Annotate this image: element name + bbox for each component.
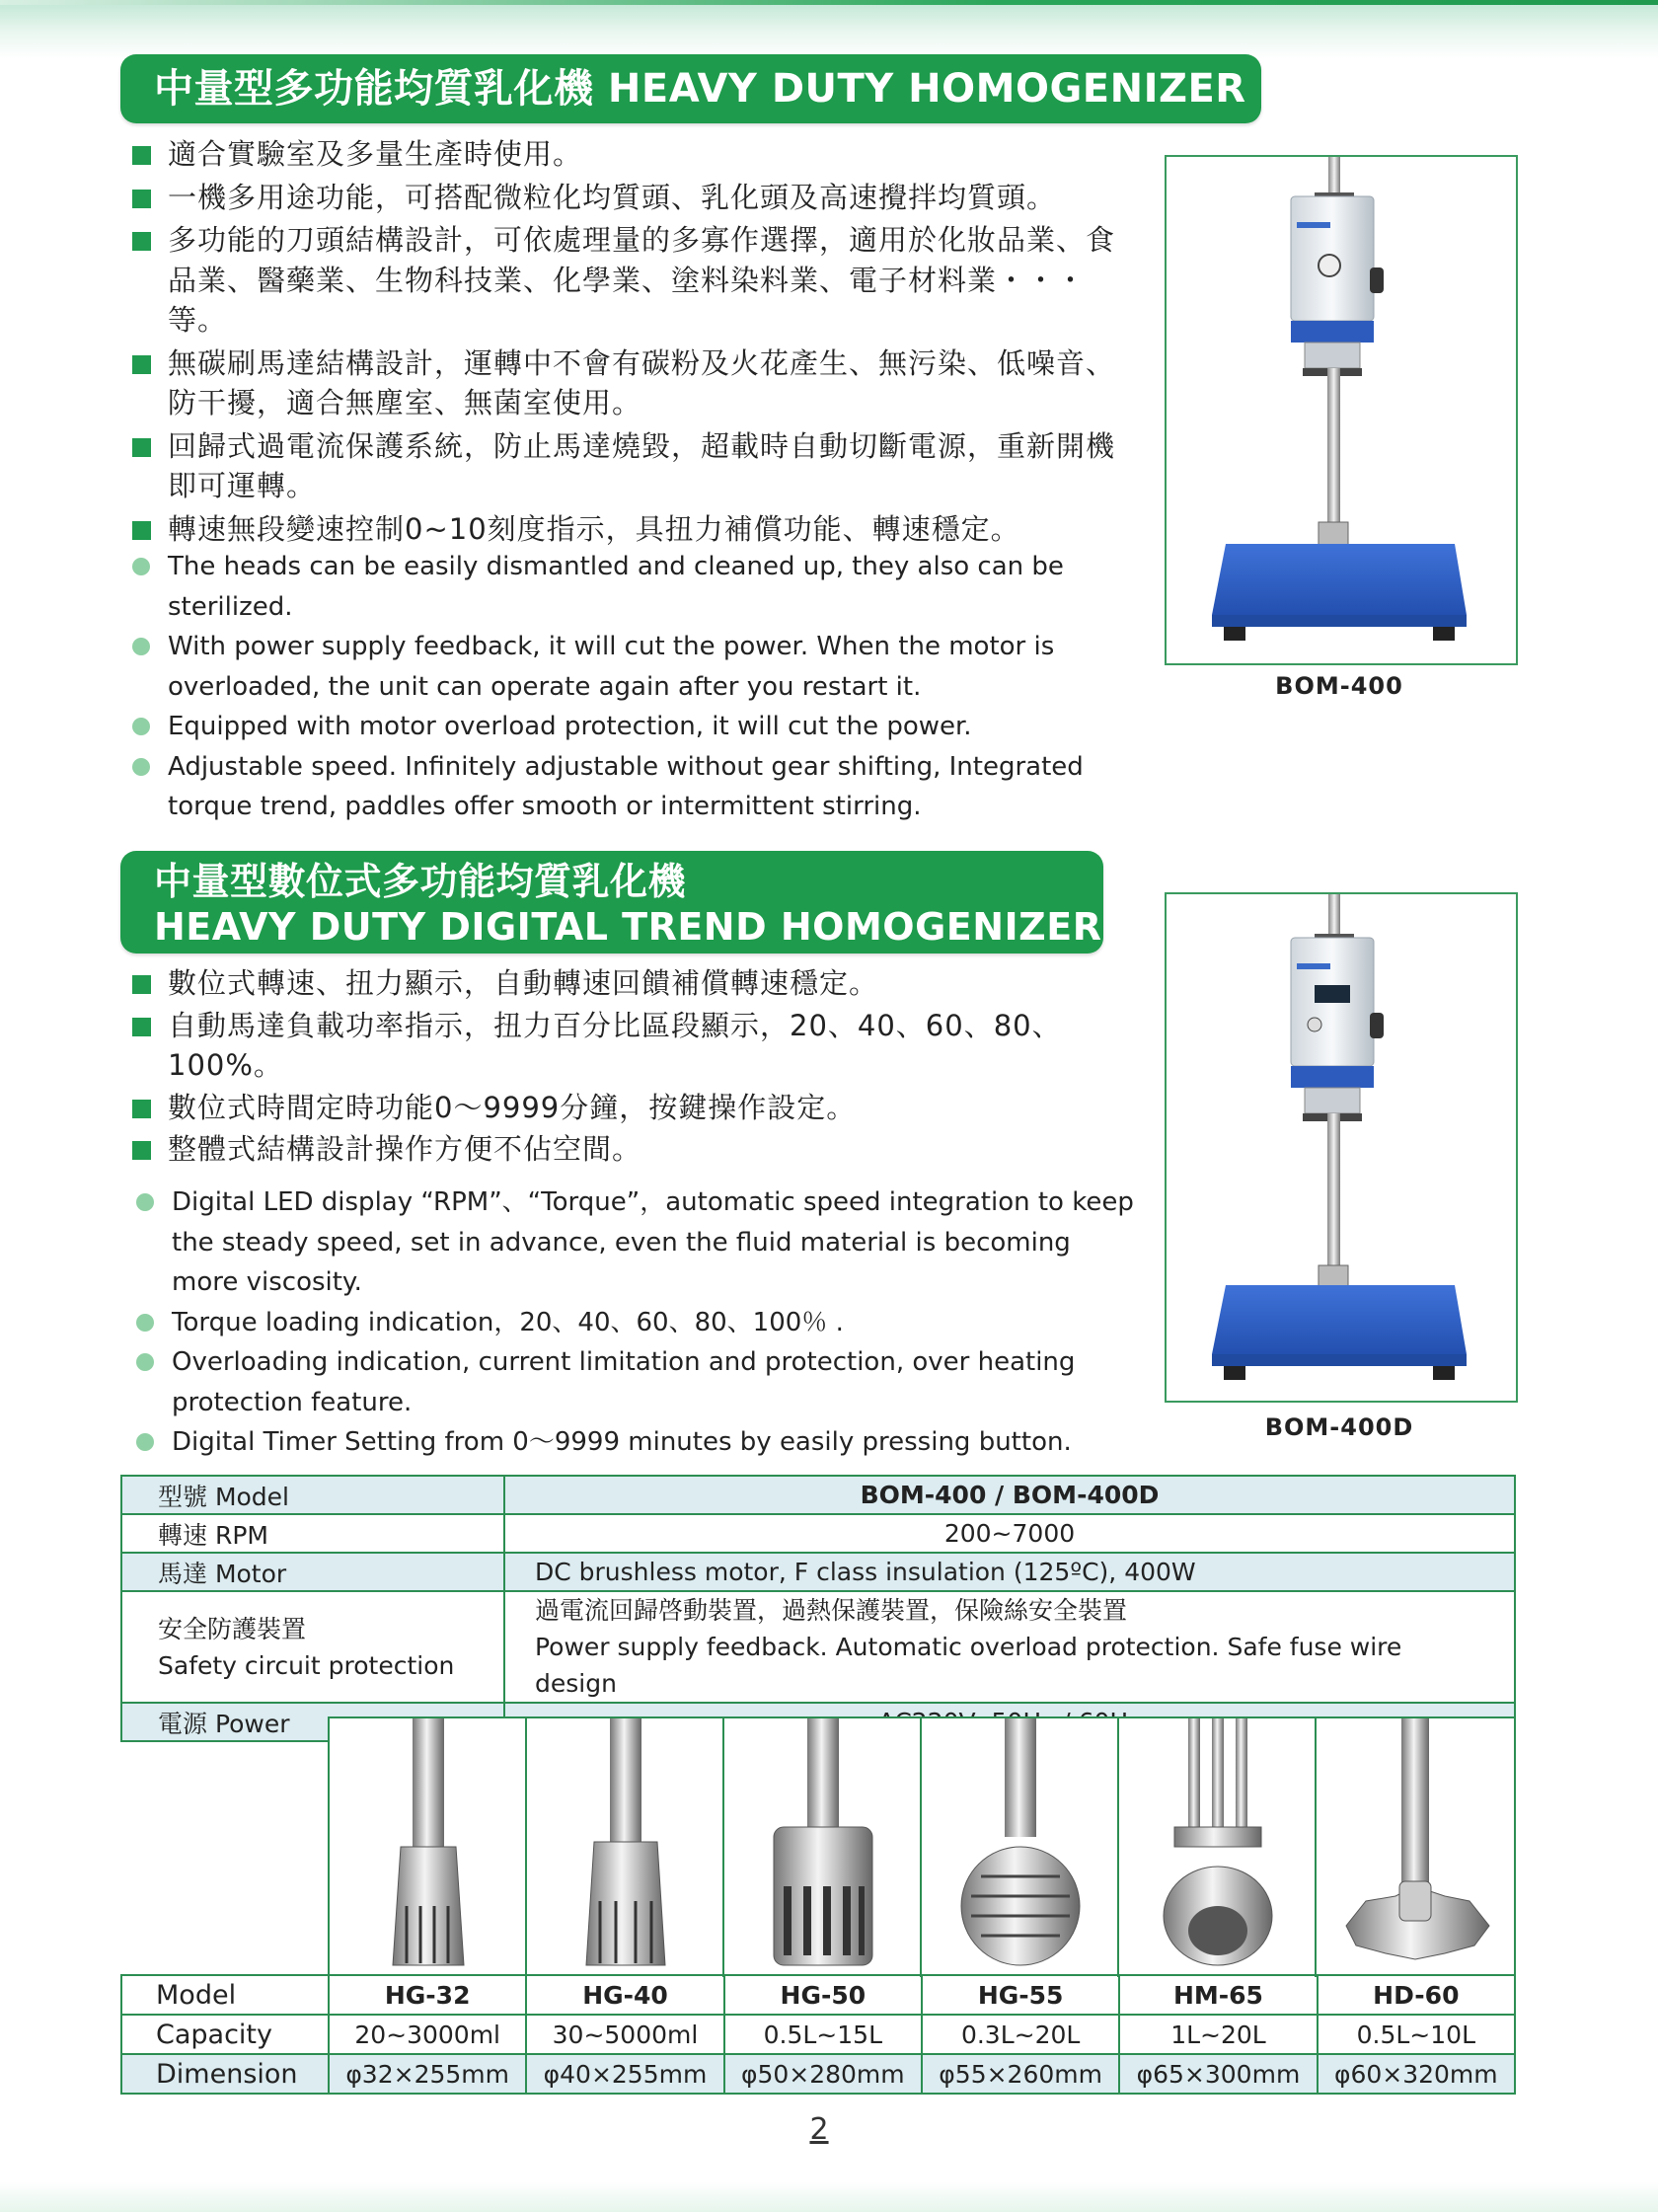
slotted-head-icon [724,1718,922,1977]
spec-value-safety-zh: 過電流回歸啓動裝置，過熱保護裝置，保險絲安全裝置 [535,1596,1128,1625]
list-item: Torque loading indication，20、40、60、80、100％ . [122,1303,1135,1343]
table-row [121,1553,1515,1591]
spec-table [120,1475,1516,1742]
heads-table [120,1974,1516,2095]
section2-title-en: HEAVY DUTY DIGITAL TREND HOMOGENIZER [154,905,1102,949]
product-label-bom-400: BOM-400 [1275,672,1403,700]
heads-dimension-cell: φ60×320mm [1318,2054,1515,2094]
heads-row-label-dimension: Dimension [121,2054,329,2094]
table-row [121,1476,1515,1514]
page-number: 2 [809,2112,829,2147]
emulsifier-head-icon [1119,1718,1317,1977]
spec-value-rpm: 200~7000 [504,1514,1515,1553]
homogenizer-digital-illustration [1167,894,1516,1401]
section1-features-zh [118,134,1131,552]
table-row [121,2015,1515,2054]
rotor-stator-head-icon [330,1718,527,1977]
heads-dimension-cell: φ32×255mm [329,2054,526,2094]
section2-features-zh [118,963,1131,1172]
heads-dimension-cell: φ40×255mm [526,2054,723,2094]
head-image-hg-50 [722,1716,924,1977]
table-row [121,1591,1515,1703]
list-item: 多功能的刀頭結構設計，可依處理量的多寡作選擇，適用於化妝品業、食品業、醫藥業、生物科技業、化學業、塗料染料業、電子材料業・・・等。 [118,220,1131,341]
section2-title-banner [120,851,1103,953]
heads-dimension-cell: φ50×280mm [724,2054,922,2094]
heads-capacity-cell: 0.5L~10L [1318,2015,1515,2054]
homogenizer-analog-illustration [1167,157,1516,663]
heads-row-label-capacity: Capacity [121,2015,329,2054]
heads-capacity-cell: 0.5L~15L [724,2015,922,2054]
bottom-decor-band [0,2181,1658,2212]
list-item: 轉速無段變速控制0~10刻度指示，具扭力補償功能、轉速穩定。 [118,509,1131,550]
section1-title: 中量型多功能均質乳化機 HEAVY DUTY HOMOGENIZER [154,66,1246,112]
heads-row-label-model: Model [121,1975,329,2015]
table-row [121,1975,1515,2015]
heads-model-cell: HD-60 [1318,1975,1515,2015]
spec-value-safety-en: Power supply feedback. Automatic overload protection. Safe fuse wire design [535,1633,1402,1698]
section1-features-en [118,547,1131,827]
list-item: Overloading indication, current limitation and protection, over heating protection feature. [122,1342,1135,1422]
list-item: 數位式轉速、扭力顯示，自動轉速回饋補償轉速穩定。 [118,963,1131,1004]
product-photo-bom-400d [1165,892,1518,1403]
head-image-hg-55 [920,1716,1121,1977]
head-image-hm-65 [1117,1716,1319,1977]
section2-title-zh: 中量型數位式多功能均質乳化機 [154,860,687,903]
spec-label-motor: 馬達 Motor [121,1553,504,1591]
section2-features-en [122,1182,1135,1463]
list-item: 整體式結構設計操作方便不佔空間。 [118,1129,1131,1170]
top-decor-band [0,0,1658,59]
heads-capacity-cell: 30~5000ml [526,2015,723,2054]
spec-value-motor: DC brushless motor, F class insulation (125ºC), 400W [504,1553,1515,1591]
list-item: Equipped with motor overload protection, it will cut the power. [118,707,1131,747]
heads-model-cell: HG-32 [329,1975,526,2015]
list-item: With power supply feedback, it will cut the power. When the motor is overloaded, the unit can operate again after you restart it. [118,627,1131,707]
heads-capacity-cell: 1L~20L [1119,2015,1317,2054]
heads-model-cell: HG-55 [922,1975,1119,2015]
disperser-blade-icon [1317,1718,1514,1977]
table-row [121,1514,1515,1553]
list-item: 自動馬達負載功率指示，扭力百分比區段顯示，20、40、60、80、100%。 [118,1006,1131,1086]
list-item: Adjustable speed. Infinitely adjustable without gear shifting, Integrated torque trend, paddles offer smooth or intermittent stirring. [118,747,1131,827]
spec-label-safety [121,1591,504,1703]
list-item: 無碳刷馬達結構設計，運轉中不會有碳粉及火花產生、無污染、低噪音、防干擾，適合無塵室、無菌室使用。 [118,343,1131,423]
heads-capacity-cell: 20~3000ml [329,2015,526,2054]
table-row [121,2054,1515,2094]
heads-dimension-cell: φ55×260mm [922,2054,1119,2094]
section1-title-banner [120,54,1261,123]
heads-model-cell: HG-50 [724,1975,922,2015]
head-image-hg-32 [328,1716,529,1977]
mesh-head-icon [922,1718,1119,1977]
spec-value-safety [504,1591,1515,1703]
spec-label-rpm: 轉速 RPM [121,1514,504,1553]
list-item: 適合實驗室及多量生產時使用。 [118,134,1131,175]
product-photo-bom-400 [1165,155,1518,665]
heads-dimension-cell: φ65×300mm [1119,2054,1317,2094]
spec-label-model: 型號 Model [121,1476,504,1514]
list-item: 回歸式過電流保護系統，防止馬達燒毀，超載時自動切斷電源，重新開機即可運轉。 [118,426,1131,506]
heads-model-cell: HG-40 [526,1975,723,2015]
list-item: The heads can be easily dismantled and cleaned up, they also can be sterilized. [118,547,1131,627]
heads-image-row [120,1716,1516,1975]
head-image-hd-60 [1315,1716,1516,1977]
product-label-bom-400d: BOM-400D [1264,1413,1414,1441]
list-item: Digital LED display “RPM”、“Torque”，automatic speed integration to keep the steady speed, set in advance, even the fluid material is becoming more viscosity. [122,1182,1135,1303]
list-item: 一機多用途功能，可搭配微粒化均質頭、乳化頭及高速攪拌均質頭。 [118,178,1131,218]
spec-value-model: BOM-400 / BOM-400D [504,1476,1515,1514]
head-image-hg-40 [525,1716,726,1977]
heads-capacity-cell: 0.3L~20L [922,2015,1119,2054]
spec-label-safety-en: Safety circuit protection [158,1650,455,1680]
spec-label-power: 電源 Power [121,1703,504,1741]
heads-model-cell: HM-65 [1119,1975,1317,2015]
rotor-stator-head-icon [527,1718,724,1977]
list-item: Digital Timer Setting from 0～9999 minutes by easily pressing button. [122,1422,1135,1463]
spec-label-safety-zh: 安全防護裝置 [158,1614,307,1643]
list-item: 數位式時間定時功能0～9999分鐘，按鍵操作設定。 [118,1088,1131,1128]
